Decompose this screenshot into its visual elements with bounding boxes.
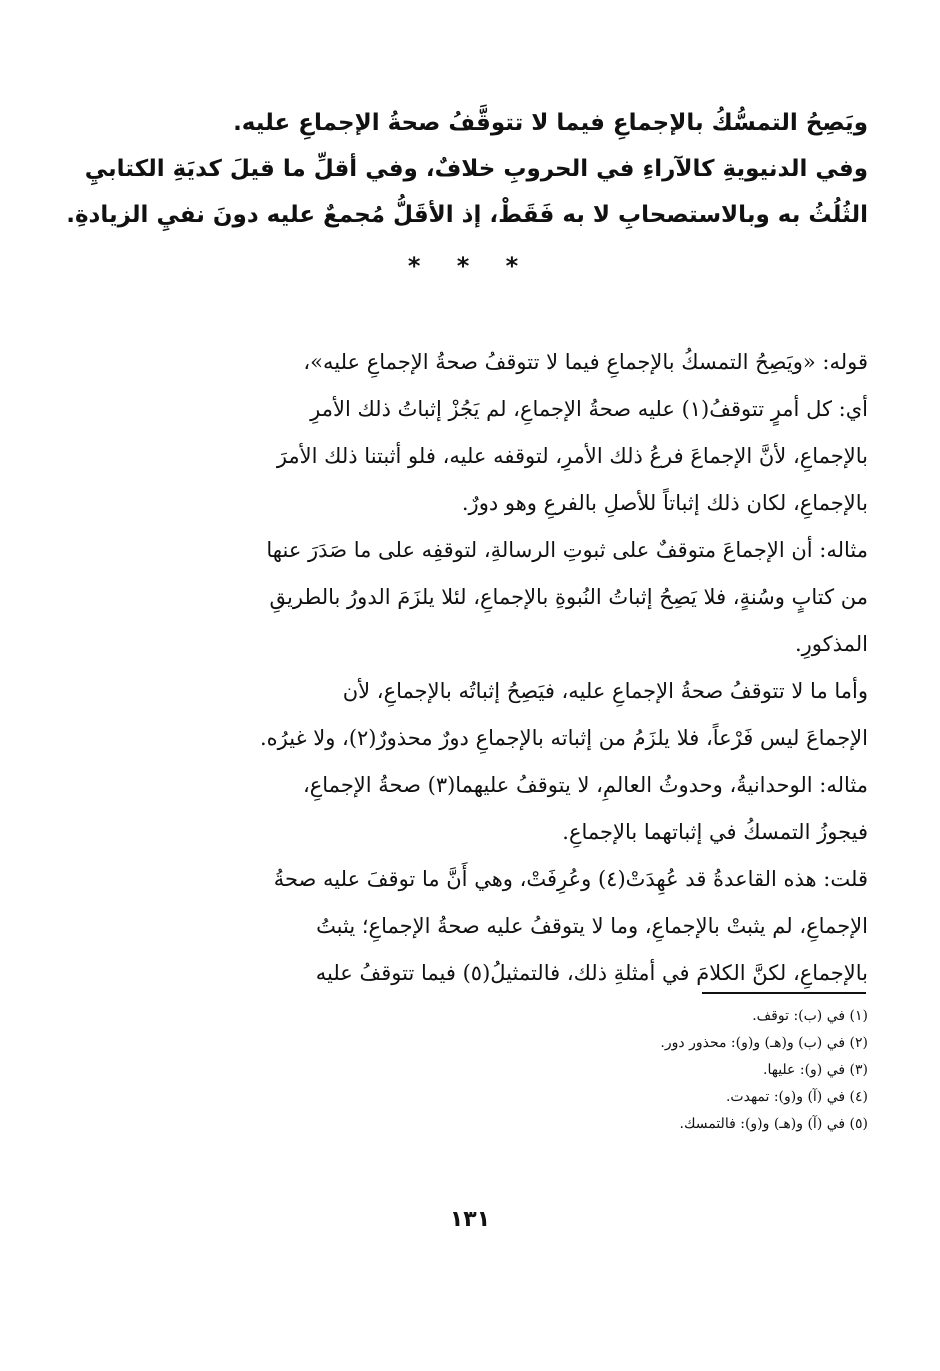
commentary-line: فيجوزُ التمسكُ في إثباتهما بالإجماعِ.	[562, 820, 868, 844]
main-text-line: الثُلُثُ به وبالاستصحابِ لا به فَقَطْ، إذ الأقَلُّ مُجمعٌ عليه دونَ نفيِ الزيادةِ.	[66, 202, 868, 228]
commentary-line: قوله: «ويَصِحُ التمسكُ بالإجماعِ فيما لا تتوقفُ صحةُ الإجماعِ عليه»،	[303, 350, 868, 374]
section-separator: * * *	[407, 252, 533, 280]
page-number: ١٣١	[449, 1207, 491, 1232]
footnote: (٢) في (ب) و(هـ) و(و): محذور دور.	[660, 1035, 868, 1051]
commentary-text-block	[150, 339, 868, 997]
main-text-line: ويَصِحُ التمسُّكُ بالإجماعِ فيما لا تتوقَّفُ صحةُ الإجماعِ عليه.	[233, 110, 868, 136]
footnote-divider	[702, 992, 866, 994]
commentary-line: مثاله: الوحدانيةُ، وحدوثُ العالمِ، لا يتوقفُ عليهما(٣) صحةُ الإجماعِ،	[302, 773, 868, 797]
commentary-line: من كتابٍ وسُنةٍ، فلا يَصِحُ إثباتُ النُبوةِ بالإجماعِ، لئلا يلزَمَ الدورُ بالطريقِ	[269, 585, 868, 609]
main-text-line: وفي الدنيويةِ كالآراءِ في الحروبِ خلافٌ، وفي أقلِّ ما قيلَ كديَةِ الكتابيِ	[84, 156, 868, 182]
commentary-line: بالإجماعِ، لأنَّ الإجماعَ فرعُ ذلك الأمرِ، لتوقفه عليه، فلو أثبتنا ذلك الأمرَ	[276, 444, 868, 468]
commentary-line: الإجماعَ ليس فَرْعاً، فلا يلزَمُ من إثباته بالإجماعِ دورٌ محذورٌ(٢)، ولا غيرُه.	[259, 726, 868, 750]
commentary-line: المذكورِ.	[794, 632, 868, 656]
commentary-line: بالإجماعِ، لكان ذلك إثباتاً للأصلِ بالفرعِ وهو دورٌ.	[461, 491, 868, 515]
commentary-line: وأما ما لا تتوقفُ صحةُ الإجماعِ عليه، فيَصِحُ إثباتُه بالإجماعِ، لأن	[342, 679, 868, 703]
footnote: (٤) في (آ) و(و): تمهدت.	[725, 1089, 868, 1105]
main-text-block	[66, 100, 868, 238]
footnote: (٣) في (و): عليها.	[763, 1062, 868, 1078]
commentary-line: مثاله: أن الإجماعَ متوقفٌ على ثبوتِ الرسالةِ، لتوقفِه على ما صَدَرَ عنها	[266, 538, 868, 562]
commentary-line: أي: كل أمرٍ تتوقفُ(١) عليه صحةُ الإجماعِ، لم يَجُزْ إثباتُ ذلك الأمرِ	[310, 397, 868, 421]
footnote: (١) في (ب): توقف.	[752, 1008, 868, 1024]
commentary-line: الإجماعِ، لم يثبتْ بالإجماعِ، وما لا يتوقفُ عليه صحةُ الإجماعِ؛ يثبتُ	[316, 914, 868, 938]
footnotes-list	[430, 1003, 868, 1138]
commentary-line: قلت: هذه القاعدةُ قد عُهِدَتْ(٤) وعُرِفَتْ، وهي أَنَّ ما توقفَ عليه صحةُ	[273, 867, 868, 891]
commentary-line: بالإجماعِ، لكنَّ الكلامَ في أمثلةِ ذلك، فالتمثيلُ(٥) فيما تتوقفُ عليه	[315, 961, 868, 985]
footnote: (٥) في (آ) و(هـ) و(و): فالتمسك.	[679, 1116, 868, 1132]
